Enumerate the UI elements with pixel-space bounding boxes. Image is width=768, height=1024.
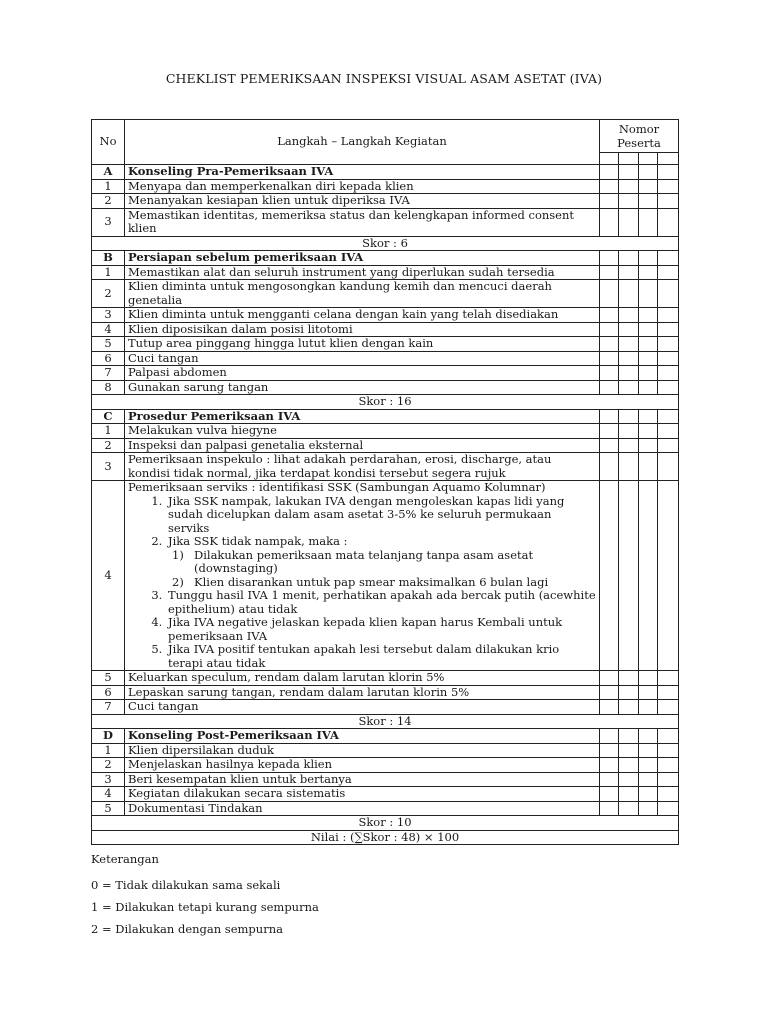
score-cell[interactable] [619,337,639,352]
score-cell[interactable] [619,208,639,236]
score-cell[interactable] [600,743,619,758]
step-text: Gunakan sarung tangan [128,380,269,394]
step-text-cell [125,280,600,308]
score-cell[interactable] [658,165,679,180]
table-row [92,280,679,308]
section-code: B [92,251,125,266]
list-item [166,495,596,536]
list-item [166,589,596,616]
final-score: Nilai : (∑Skor : 48) × 100 [92,830,679,845]
step-text-cell [125,481,600,671]
score-cell[interactable] [658,743,679,758]
table-row [92,453,679,481]
score-cell[interactable] [658,194,679,209]
checklist-table [91,119,679,845]
score-cell[interactable] [658,409,679,424]
score-cell[interactable] [639,366,658,381]
score-cell[interactable] [619,787,639,802]
sub-list-marker: 2) [172,574,184,589]
score-cell[interactable] [658,685,679,700]
score-cell[interactable] [639,700,658,715]
step-text: Menyapa dan memperkenalkan diri kepada klien [128,179,414,193]
step-text: Cuci tangan [128,351,199,365]
score-row [92,816,679,831]
score-cell[interactable] [600,380,619,395]
score-cell[interactable] [639,194,658,209]
table-row [92,208,679,236]
score-cell[interactable] [658,787,679,802]
score-cell[interactable] [639,280,658,308]
score-cell[interactable] [639,424,658,439]
score-cell[interactable] [600,700,619,715]
score-cell[interactable] [658,481,679,671]
step-text: Inspeksi dan palpasi genetalia eksternal [128,438,364,452]
table-row [92,265,679,280]
list-item-text: Tunggu hasil IVA 1 menit, perhatikan apakah ada bercak putih (acewhite epithelium) atau tidak [168,588,596,616]
section-header-row [92,729,679,744]
step-text-cell [125,772,600,787]
sub-list-text: Dilakukan pemeriksaan mata telanjang tanpa asam asetat (downstaging) [194,547,534,575]
score-cell[interactable] [600,685,619,700]
score-cell[interactable] [619,251,639,266]
score-cell[interactable] [619,380,639,395]
score-cell[interactable] [600,729,619,744]
score-cell[interactable] [658,700,679,715]
step-text-cell [125,424,600,439]
sub-list-marker: 1) [172,547,184,562]
step-text-cell [125,179,600,194]
section-header-row [92,251,679,266]
score-cell[interactable] [658,772,679,787]
section-code: A [92,165,125,180]
step-text: Pemeriksaan inspekulo : lihat adakah perdarahan, erosi, discharge, atau kondisi tidak normal, jika terdapat kondisi tersebut segera rujuk [128,452,552,480]
score-row [92,236,679,251]
score-cell[interactable] [658,801,679,816]
table-row [92,194,679,209]
score-cell[interactable] [600,409,619,424]
score-cell[interactable] [600,308,619,323]
table-row [92,743,679,758]
step-text-cell [125,194,600,209]
score-cell[interactable] [658,265,679,280]
table-row [92,351,679,366]
score-cell[interactable] [639,337,658,352]
step-text: Lepaskan sarung tangan, rendam dalam larutan klorin 5% [128,685,470,699]
score-cell[interactable] [639,438,658,453]
step-number: 5 [92,337,125,352]
sub-list-text: Klien disarankan untuk pap smear maksimalkan 6 bulan lagi [194,574,549,589]
section-title: Prosedur Pemeriksaan IVA [125,409,600,424]
step-text-cell [125,685,600,700]
step-text-cell [125,208,600,236]
step-text-cell [125,265,600,280]
score-cell[interactable] [600,481,619,671]
table-row [92,685,679,700]
step-number: 2 [92,758,125,773]
table-row [92,758,679,773]
step-number: 5 [92,801,125,816]
section-score: Skor : 6 [92,236,679,251]
table-header-row [92,120,679,153]
step-number: 2 [92,438,125,453]
step-number: 3 [92,772,125,787]
section-title: Konseling Post-Pemeriksaan IVA [125,729,600,744]
document-title: CHEKLIST PEMERIKSAAN INSPEKSI VISUAL ASAM ASETAT (IVA) [165,71,603,86]
step-number: 6 [92,685,125,700]
score-cell[interactable] [619,265,639,280]
table-row [92,179,679,194]
step-text: Menjelaskan hasilnya kepada klien [128,757,333,771]
score-cell[interactable] [619,351,639,366]
score-cell[interactable] [619,438,639,453]
score-cell[interactable] [600,322,619,337]
table-row [92,481,679,671]
score-cell[interactable] [619,481,639,671]
step-number: 1 [92,743,125,758]
step-number: 5 [92,671,125,686]
sub-list-item [172,574,596,590]
step-text-cell [125,351,600,366]
score-cell[interactable] [600,280,619,308]
list-item [166,643,596,670]
score-cell[interactable] [639,743,658,758]
score-cell[interactable] [619,700,639,715]
score-cell[interactable] [658,366,679,381]
section-title: Konseling Pra-Pemeriksaan IVA [125,165,600,180]
score-cell[interactable] [619,409,639,424]
step-number: 2 [92,194,125,209]
step-number: 7 [92,700,125,715]
score-cell[interactable] [639,380,658,395]
score-cell[interactable] [600,265,619,280]
step-text-cell [125,337,600,352]
table-row [92,322,679,337]
score-cell[interactable] [619,743,639,758]
score-cell[interactable] [600,251,619,266]
score-cell[interactable] [600,366,619,381]
score-cell[interactable] [639,758,658,773]
score-cell[interactable] [639,165,658,180]
score-cell[interactable] [600,453,619,481]
table-row [92,438,679,453]
step-text-cell [125,380,600,395]
participant-column [619,153,639,165]
score-cell[interactable] [619,308,639,323]
section-header-row [92,409,679,424]
section-title: Persiapan sebelum pemeriksaan IVA [125,251,600,266]
section-code: D [92,729,125,744]
score-cell[interactable] [658,671,679,686]
step-text: Klien diposisikan dalam posisi litotomi [128,322,353,336]
score-cell[interactable] [619,194,639,209]
step-text-cell [125,366,600,381]
score-cell[interactable] [600,671,619,686]
legend-item: 1 = Dilakukan tetapi kurang sempurna [91,900,319,914]
final-score-row [92,830,679,845]
step-number: 6 [92,351,125,366]
score-cell[interactable] [600,801,619,816]
score-cell[interactable] [619,772,639,787]
score-row [92,714,679,729]
score-cell[interactable] [600,337,619,352]
score-cell[interactable] [639,772,658,787]
step-text-cell [125,700,600,715]
table-row [92,366,679,381]
step-text: Klien diminta untuk mengosongkan kandung kemih dan mencuci daerah genetalia [128,279,552,307]
score-cell[interactable] [658,179,679,194]
step-text: Keluarkan speculum, rendam dalam larutan klorin 5% [128,670,445,684]
score-cell[interactable] [639,409,658,424]
step-text-cell [125,758,600,773]
score-cell[interactable] [658,729,679,744]
legend-item: 0 = Tidak dilakukan sama sekali [91,878,281,892]
step-text: Klien dipersilakan duduk [128,743,275,757]
score-cell[interactable] [619,685,639,700]
score-cell[interactable] [658,308,679,323]
score-cell[interactable] [619,424,639,439]
step-number: 4 [92,322,125,337]
step-text: Klien diminta untuk mengganti celana dengan kain yang telah disediakan [128,307,559,321]
score-cell[interactable] [658,453,679,481]
step-text: Dokumentasi Tindakan [128,801,263,815]
step-text-cell [125,308,600,323]
step-text: Beri kesempatan klien untuk bertanya [128,772,352,786]
score-cell[interactable] [600,194,619,209]
score-cell[interactable] [619,179,639,194]
list-item-text: Jika SSK tidak nampak, maka : [168,534,348,548]
header-no: No [92,120,125,165]
score-cell[interactable] [658,438,679,453]
section-code: C [92,409,125,424]
step-text: Kegiatan dilakukan secara sistematis [128,786,346,800]
score-cell[interactable] [639,671,658,686]
step-text-cell [125,743,600,758]
score-cell[interactable] [639,351,658,366]
step-number: 4 [92,481,125,671]
table-row [92,308,679,323]
sub-list [168,549,596,590]
score-cell[interactable] [639,729,658,744]
step-number: 2 [92,280,125,308]
step-number: 8 [92,380,125,395]
score-cell[interactable] [619,322,639,337]
step-text: Pemeriksaan serviks : identifikasi SSK (Sambungan Aquamo Kolumnar) [128,480,546,494]
score-cell[interactable] [639,265,658,280]
step-text-cell [125,787,600,802]
step-text-cell [125,453,600,481]
step-number: 4 [92,787,125,802]
table-row [92,424,679,439]
table-row [92,787,679,802]
score-cell[interactable] [639,801,658,816]
step-text-cell [125,671,600,686]
step-number: 3 [92,453,125,481]
list-item-text: Jika IVA negative jelaskan kepada klien kapan harus Kembali untuk pemeriksaan IVA [168,615,563,643]
step-text: Memastikan identitas, memeriksa status dan kelengkapan informed consent klien [128,208,575,235]
score-cell[interactable] [639,481,658,671]
sub-list-item [172,547,596,576]
score-cell[interactable] [600,758,619,773]
list-item-text: Jika SSK nampak, lakukan IVA dengan mengoleskan kapas lidi yang sudah dicelupkan dalam asam asetat 3-5% ke seluruh permukaan serviks [168,493,565,535]
table-row [92,772,679,787]
score-cell[interactable] [619,453,639,481]
score-cell[interactable] [639,251,658,266]
section-score: Skor : 16 [92,395,679,410]
score-cell[interactable] [658,758,679,773]
score-cell[interactable] [600,438,619,453]
score-cell[interactable] [619,165,639,180]
step-number: 1 [92,265,125,280]
score-cell[interactable] [600,772,619,787]
score-cell[interactable] [619,671,639,686]
score-cell[interactable] [658,424,679,439]
section-header-row [92,165,679,180]
list-item [166,535,596,589]
score-cell[interactable] [658,337,679,352]
step-number: 3 [92,308,125,323]
score-cell[interactable] [600,424,619,439]
step-text: Memastikan alat dan seluruh instrument yang diperlukan sudah tersedia [128,265,555,279]
score-cell[interactable] [658,251,679,266]
score-cell[interactable] [639,685,658,700]
score-cell[interactable] [658,322,679,337]
score-cell[interactable] [600,179,619,194]
header-steps: Langkah – Langkah Kegiatan [125,120,600,165]
score-cell[interactable] [639,322,658,337]
score-cell[interactable] [639,787,658,802]
step-number: 3 [92,208,125,236]
step-text: Tutup area pinggang hingga lutut klien dengan kain [128,336,434,350]
score-cell[interactable] [600,208,619,236]
score-cell[interactable] [658,208,679,236]
step-text: Cuci tangan [128,699,199,713]
score-cell[interactable] [619,758,639,773]
score-cell[interactable] [639,208,658,236]
section-score: Skor : 14 [92,714,679,729]
score-cell[interactable] [619,366,639,381]
legend-title: Keterangan [91,852,159,866]
step-number: 1 [92,424,125,439]
participant-column [600,153,619,165]
table-row [92,700,679,715]
header-participant-number: Nomor Peserta [600,120,679,153]
numbered-list [128,495,596,671]
list-item-text: Jika IVA positif tentukan apakah lesi tersebut dalam dilakukan krio terapi atau tidak [168,642,560,670]
legend-item: 2 = Dilakukan dengan sempurna [91,922,283,936]
score-cell[interactable] [619,280,639,308]
score-cell[interactable] [619,801,639,816]
score-row [92,395,679,410]
score-cell[interactable] [600,787,619,802]
table-row [92,337,679,352]
score-cell[interactable] [639,453,658,481]
step-text-cell [125,438,600,453]
score-cell[interactable] [600,165,619,180]
score-cell[interactable] [619,729,639,744]
participant-column [658,153,679,165]
score-cell[interactable] [658,351,679,366]
score-cell[interactable] [639,308,658,323]
score-cell[interactable] [600,351,619,366]
step-text: Melakukan vulva hiegyne [128,423,277,437]
section-score: Skor : 10 [92,816,679,831]
participant-column [639,153,658,165]
step-text-cell [125,801,600,816]
score-cell[interactable] [658,380,679,395]
step-text-cell [125,322,600,337]
step-text: Menanyakan kesiapan klien untuk diperiksa IVA [128,193,410,207]
table-row [92,671,679,686]
step-text: Palpasi abdomen [128,365,227,379]
table-row [92,801,679,816]
score-cell[interactable] [658,280,679,308]
step-number: 7 [92,366,125,381]
list-item [166,616,596,643]
score-cell[interactable] [639,179,658,194]
step-number: 1 [92,179,125,194]
table-row [92,380,679,395]
